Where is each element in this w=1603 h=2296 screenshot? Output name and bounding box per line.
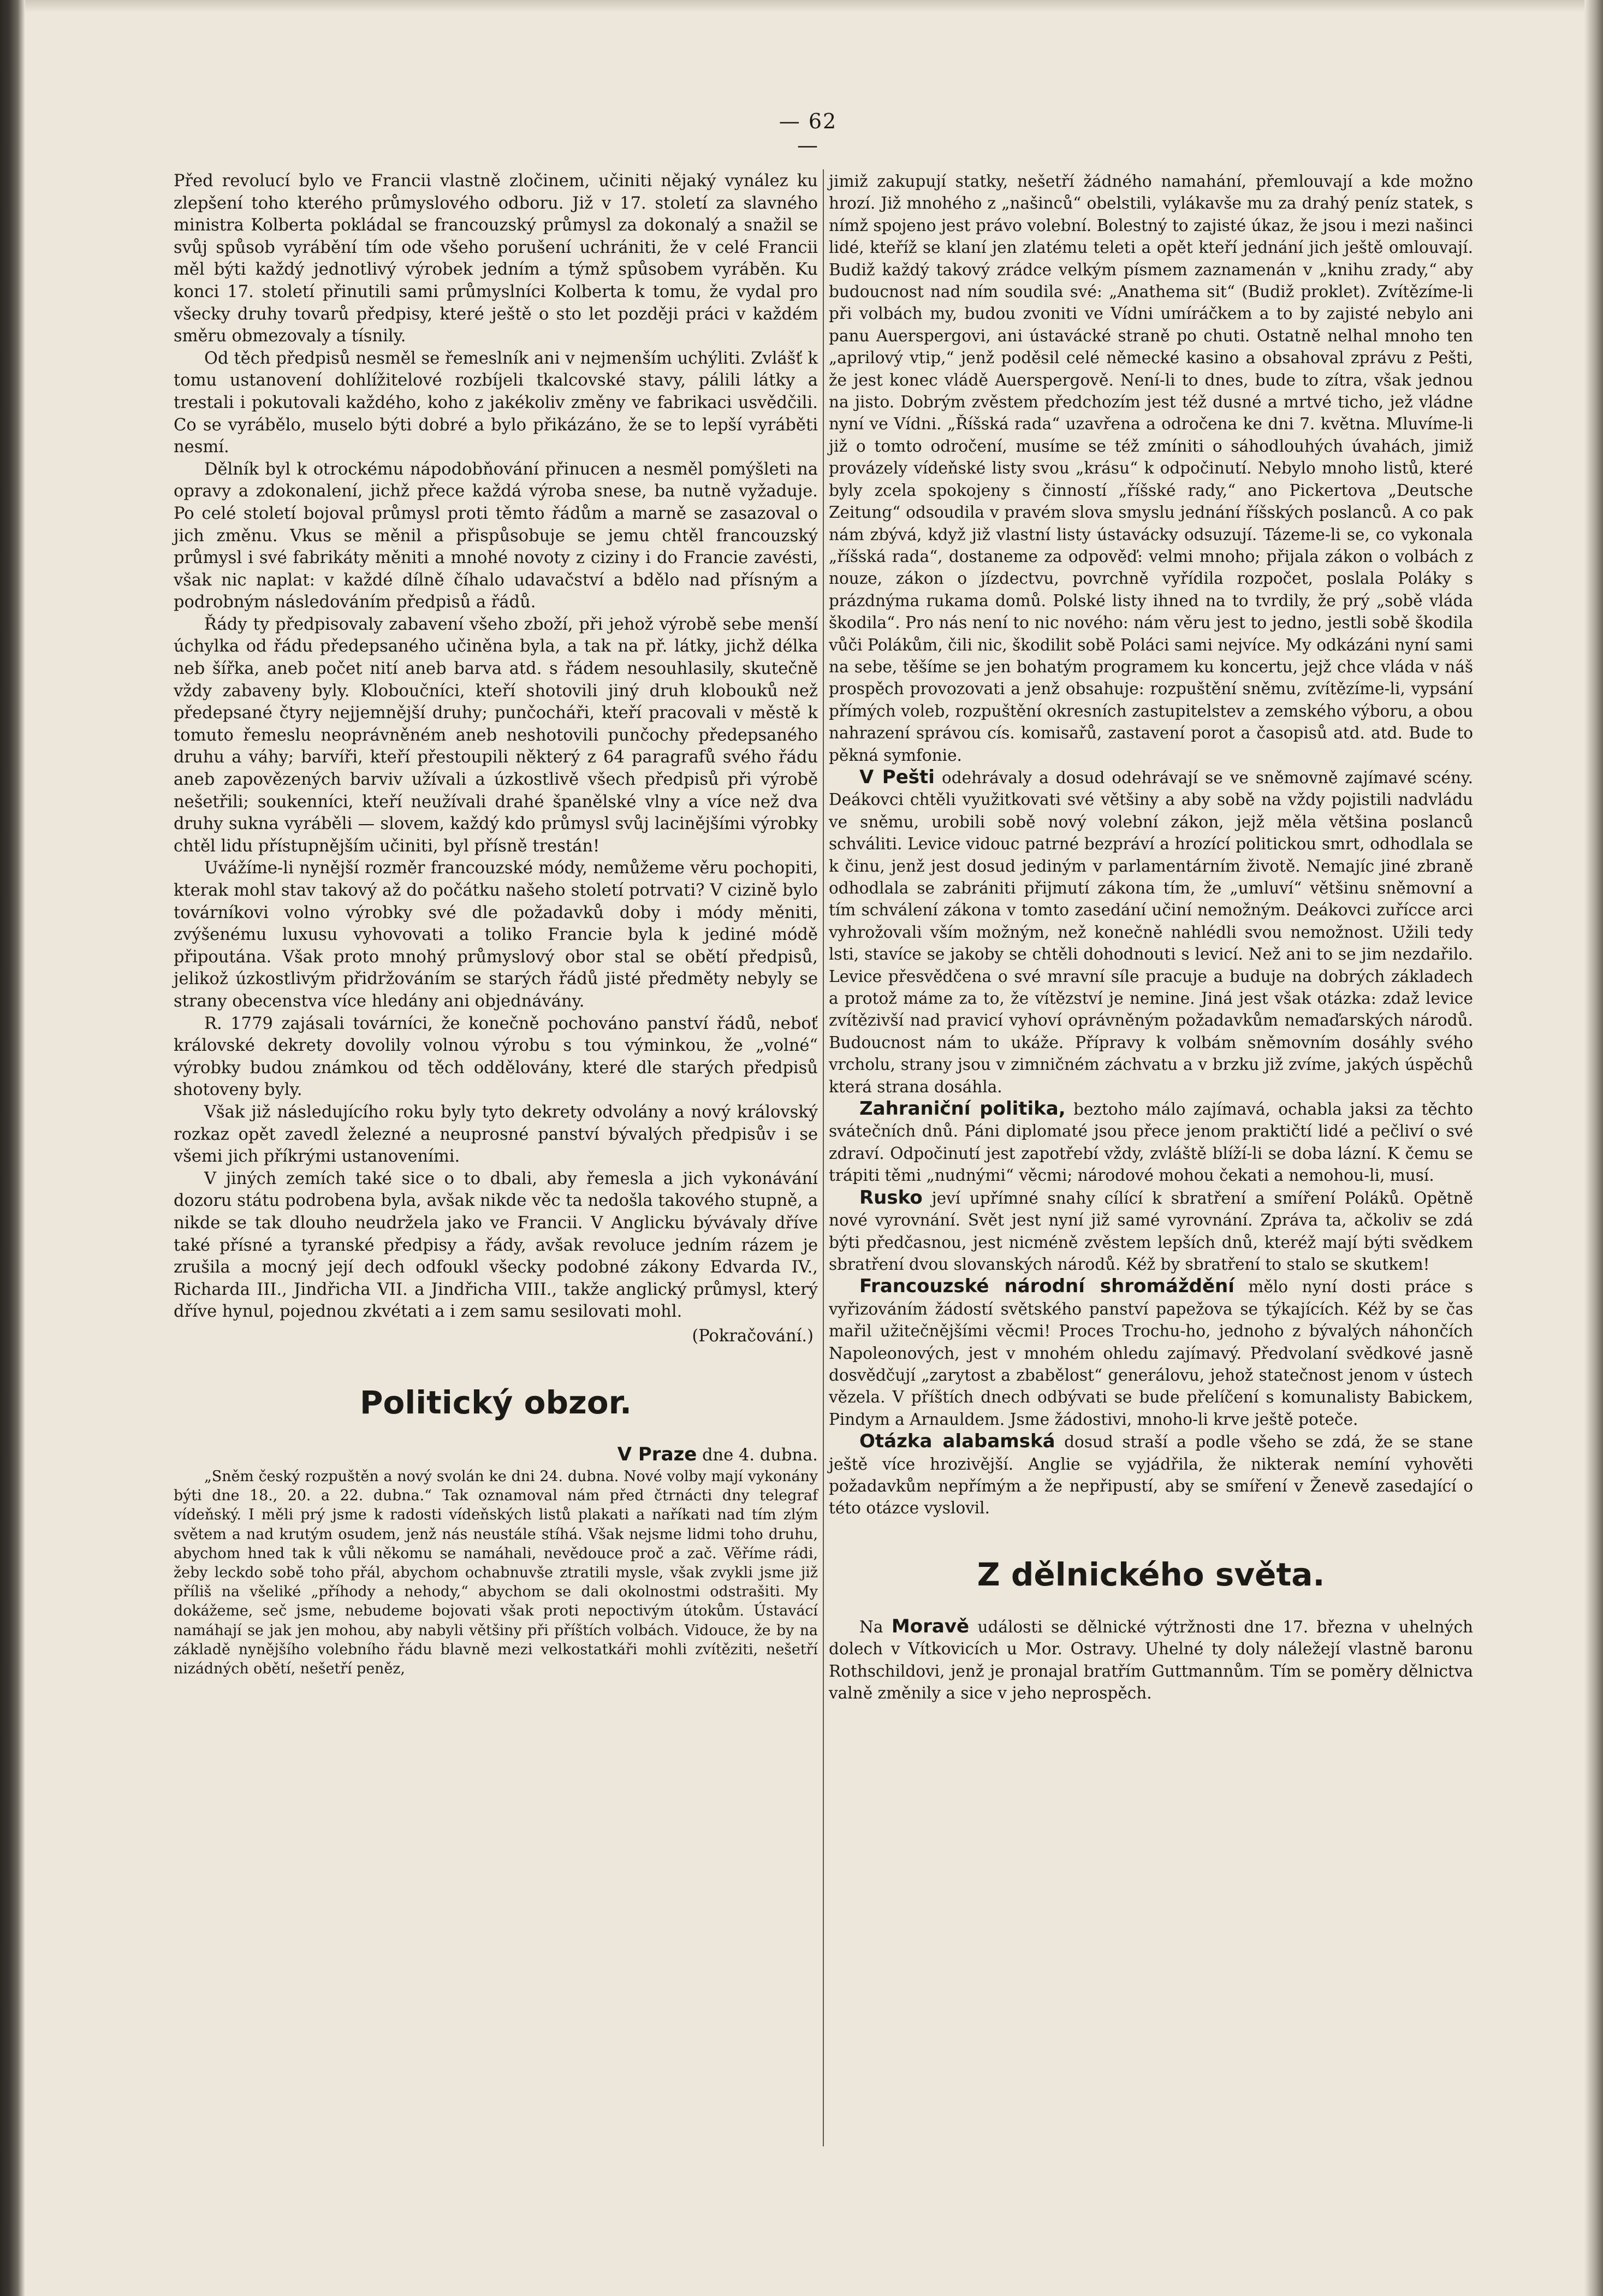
pest-text: odehrávaly a dosud odehrávají se ve sněmovně zajímavé scény. Deákovci chtěli využitkovati své většiny a aby sobě na vždy pojistili nadvládu ve sněmu, urobili sobě nový volební zákon, jejž měla většina poslanců schváliti. Levice vidouc patrné bezpráví a hrozící politickou smrt, odhodlala se k činu, jenž jest dosud jediným v parlamentárním životě. Nemajíc jiné zbraně odhodlala se zabrániti přijmutí zákona tím, že „umluví“ většinu sněmovní a tím schválení zákona v tomto zasedání učiní nemožným. Deákovci zuřícce arci vyhrožovali vším možným, než konečně nahlédli svou nemožnost. Užili tedy lsti, stavíce se jakoby se chtěli dohodnouti s levicí. Než ani to se jim nezdařilo. Levice přesvědčena o své mravní síle pracuje a buduje na dobrých základech a protož máme za to, že vítězství je nemine. Jiná jest však otázka: zdaž levice zvítězivší nad pravicí vyhoví oprávněným požadavkům nemaďarských národů. Budoucnost nám to ukáže. Přípravy k volbám sněmovním dosáhly svého vrcholu, strany jsou v zimničném záchvatu a v brzku již zvíme, jakých úspěchů která strana dosáhla. [829, 768, 1473, 1096]
alabama-text: dosud straší a podle všeho se zdá, že se stane ještě více hrozivější. Anglie se vyjádřila, že nikterak nemíní vyhověti požadavkům nepřímým a že nepřipustí, aby se smíření v Ženevě zasedající o této otázce vyslovil. [829, 1433, 1473, 1518]
scan-right-edge [1584, 0, 1603, 2296]
scan-top-edge [0, 0, 1603, 12]
continued-note: (Pokračování.) [692, 1326, 814, 1346]
prague-report: „Sněm český rozpuštěn a nový svolán ke dni 24. dubna. Nové volby mají vykonány býti dne 18., 20. a 22. dubna.“ Tak oznamoval nám před čtrnácti dny telegraf vídeňský. I měli prý jsme k radosti vídeňských listů plakati a naříkati nad tím zlým světem a nad krutým osudem, jenž nás neustále stíhá. Však nejsme lidmi toho druhu, abychom hned tak k vůli někomu se namáhali, nevědouce proč a zač. Věříme rádi, žeby leckdo sobě toho přál, abychom ochabnuvše ztratili mysle, však zvykli jsme již příliš na všeliké „příhody a nehody,“ abychom se dali okolnostmi odstrašiti. My dokážeme, seč jsme, nebudeme bojovati však proti nepoctivým útokům. Ústavácí namáhají se jak jen mohou, aby nabyli většiny při příštích volbách. Vidouce, že by na základě nynějšího volebního řádu blavně mezi velkostatkáři mohli zvítěziti, nešetří nizádných obětí, nešetří peněz, [174, 1468, 818, 1678]
french-text: mělo nyní dosti práce s vyřizováním žádostí světského panství papežova se týkajících. Kéž by se čas mařil užitečnějšími věcmi! Proces Trochu-ho, jednoho z bývalých náhončích Napoleonových, jest v mnohém ohledu zajímavý. Předvolaní svědkové jasně dosvědčují „zarytost a zbabělost“ generálovu, jehož statečnost jenom v ústech vězela. V příštích dnech odbývati se bude přelíčení s komunalisty Babickem, Pindym a Arnauldem. Jsme žádostivi, mnoho-li krve ještě poteče. [829, 1277, 1473, 1429]
pest-lead: V Pešti [859, 766, 935, 788]
moravia-lead: Moravě [891, 1615, 970, 1637]
page-number: — 62 — [779, 109, 838, 157]
article-paragraph: jimiž zakupují statky, nešetří žádného namahání, přemlouvají a kde možno hrozí. Již mnohého z „našinců“ obelstili, vylákavše mu za drahý peníz statek, s nímž spojeno jest právo volební. Bolestný to zajisté úkaz, že jsou i mezi našinci lidé, kteříž se klaní jen zlatému teleti a opět kteří jednání jich ještě omlouvají. Budiž každý takový zrádce velkým písmem zaznamenán v „knihu zrady,“ aby budoucnost nad ním soudila své: „Anathema sit“ (Budiž proklet). Zvítězíme-li při volbách my, budou zvoniti ve Vídni umíráčkem a to by zajisté nebylo ani panu Auerspergovi, ani ústavácké straně po chuti. Ostatně nelhal mnoho ten „aprilový vtip,“ jenž poděsil celé německé kasino a obsahoval zprávu z Pešti, že jest konec vládě Auerspergově. Není-li to dnes, bude to zítra, však jednou na jisto. Dobrým zvěstem předchozím jest též dusné a mrtvé ticho, jež vládne nyní ve Vídni. „Říšská rada“ uzavřena a odročena ke dni 7. května. Mluvíme-li již o tomto odročení, musíme se též zmíniti o sáhodlouhých úvahách, jimiž provázely vídeňské listy svou „krásu“ k odpočinutí. Nebylo mnoho listů, které byly zcela spokojeny s činností „říšské rady,“ ano Pickertova „Deutsche Zeitung“ odsoudila v pravém slova smyslu jednání říšských poslanců. A co pak nám zbývá, když již vlastní listy ústavácky odsuzují. Tázeme-li se, co vykonala „říšská rada“, dostaneme za odpověď: velmi mnoho; přijala zákon o volbách z nouze, zákon o jízdectvu, povrchně vyřídila rozpočet, poslala Poláky s prázdnýma rukama domů. Polské listy ihned na to tvrdily, že prý „sobě vláda škodila“. Pro nás není to nic nového: nám věru jest to jedno, jestli sobě škodila vůči Polákům, čili nic, škodilit sobě Poláci sami nejvíce. My odkázáni nyní sami na sebe, těšíme se jen bohatým programem ku koncertu, jejž chce vláda v náš prospěch provozovati a jenž obsahuje: rozpuštění sněmu, zvítězíme-li, vypsání přímých voleb, rozpuštění okresních zastupitelstev a zemského výboru, a obou nahrazení správou cís. komisařů, zastavení porot a časopisů atd. atd. Bude to pěkná symfonie. [829, 172, 1473, 765]
french-paragraph [829, 1275, 1473, 1430]
foreign-lead: Zahraniční politika, [859, 1098, 1066, 1120]
political-heading: Politický obzor. [359, 1384, 632, 1422]
dateline [174, 1443, 818, 1467]
article-paragraph: Řády ty předpisovaly zabavení všeho zboží, při jehož výrobě sebe menší úchylka od řádu předepsaného učiněna byla, a tak na př. látky, jichž délka neb šířka, aneb počet nití aneb barva atd. s řádem nesouhlasily, skutečně vždy zabaveny byly. Kloboučníci, kteří shotovili jiný druh klobouků než předepsané čtyry nejjemnější druhy; punčocháři, kteří pracovali v městě k tomuto řemeslu neoprávněném aneb neshotovili punčochy předepsaného druhu a váhy; barvíři, kteří přestoupili některý z 64 paragrafů svého řádu aneb zapovězených barviv užívali a úzkostlivě všech předpisů při výrobě nešetřili; soukenníci, kteří neužívali drahé španělské vlny a více než dva druhy sukna vyráběli — slovem, každý kdo průmysl svůj lacinějšími výrobky chtěl lidu přístupnějším učiniti, byl přísně trestán! [174, 614, 818, 856]
article-paragraph: Uvážíme-li nynější rozměr francouzské módy, nemůžeme věru pochopiti, kterak mohl stav takový až do počátku našeho století potrvati? V cizině bylo továrníkovi volno výrobky své dle požadavků doby i módy měniti, zvýšenému luxusu vyhovovati a toliko Francie byla k jediné módě připoutána. Však proto mnohý průmyslový obor stal se obětí předpisů, jelikož úzkostlivým přidržováním se starých řádů jisté předměty nebyly se strany obecenstva více hledány ani objednávány. [174, 859, 818, 1011]
workers-heading: Z dělnického světa. [977, 1555, 1325, 1593]
russia-paragraph [829, 1187, 1473, 1276]
dateline-date: dne 4. dubna. [702, 1446, 818, 1465]
right-column [829, 170, 1473, 1704]
left-column [174, 170, 818, 1678]
foreign-text: beztoho málo zajímavá, ochabla jaksi za těchto svátečních dnů. Páni diplomaté jsou přece jenom praktičtí lidé a pečliví o své zdraví. Odpočinutí jest zapotřebí vždy, zvláště blíží-li se doba lázní. K čemu se trápiti těmi „nudnými“ věcmi; národové mohou čekati a nemohou-li, musí. [829, 1100, 1473, 1185]
alabama-paragraph [829, 1430, 1473, 1519]
article-paragraph: R. 1779 zajásali továrníci, že konečně pochováno panství řádů, neboť královské dekrety dovolily volnou výrobu s tou výminkou, že „volné“ výrobky budou známkou od těch oddělovány, které dle starých předpisů shotoveny byly. [174, 1014, 818, 1100]
moravia-prefix: Na [859, 1617, 883, 1636]
russia-text: jeví upřímné snahy cílící k sbratření a smíření Poláků. Opětně nové vyrovnání. Svět jest nyní již samé vyrovnání. Zpráva ta, ačkoliv se zdá býti předčasnou, jest nicméně zvěstem lepších dnů, kteréž mají býti svědkem sbratření dvou slovanských národů. Kéž by sbratření to stalo se skutkem! [829, 1188, 1473, 1274]
french-lead: Francouzské národní shromáždění [859, 1275, 1234, 1298]
article-paragraph: Dělník byl k otrockému nápodobňování přinucen a nesměl pomýšleti na opravy a zdokonalení, jichž přece každá výroba snese, ba nutně vyžaduje. Po celé století bojoval průmysl proti těmto řádům a marně se zasazoval o jich změnu. Vkus se měnil a přispůsobuje se jemu chtěl francouzský průmysl i své fabrikáty měniti a mnohé novoty z ciziny i do Francie zavésti, však nic naplat: v každé dílně číhalo udavačství a bdělo nad přísným a podrobným následováním předpisů a řádů. [174, 459, 818, 612]
article-paragraph: Však již následujícího roku byly tyto dekrety odvolány a nový královský rozkaz opět zavedl železné a neuprosné panství bývalých předpisův i se všemi jich příkrými ustanoveními. [174, 1102, 818, 1167]
article-paragraph: Od těch předpisů nesměl se řemeslník ani v nejmenším uchýliti. Zvlášť k tomu ustanovení dohlížitelové rozbíjeli tkalcovské stavy, pálili látky a trestali i pokutovali každého, koho z jakékoliv změny ve fabrikaci usvědčili. Co se vyrábělo, muselo býti dobré a bylo přikázáno, že se to lepší vyráběti nesmí. [174, 348, 818, 457]
pest-paragraph [829, 766, 1473, 1098]
alabama-lead: Otázka alabamská [859, 1430, 1055, 1453]
scan-left-edge [0, 0, 25, 2296]
article-paragraph: Před revolucí bylo ve Francii vlastně zločinem, učiniti nějaký vynález ku zlepšení toho kterého průmyslového odboru. Již v 17. století za slavného ministra Kolberta pokládal se francouzský průmysl za dokonalý a snažil se svůj spůsob vyrábění tím ode všeho porušení uchrániti, že v celé Francii měl býti každý jednotlivý výrobek jedním a týmž spůsobem vyráběn. Ku konci 17. století přinutili sami průmyslníci Kolberta k tomu, že vydal pro všecky druhy tovarů předpisy, které ještě o sto let později práci v každém směru obmezovaly a tísnily. [174, 171, 818, 346]
moravia-text: události se dělnické výtržnosti dne 17. března v uhelných dolech v Vítkovicích u Mor. Ostravy. Uhelné ty doly náležejí vlastně baronu Rothschildovi, jenž je pronajal bratřím Guttmannům. Tím se poměry dělnictva valně změnily a sice v jeho neprospěch. [829, 1617, 1473, 1702]
article-paragraph: V jiných zemích také sice o to dbali, aby řemesla a jich vykonávání dozoru státu podrobena byla, avšak nikde věc ta nedošla takového stupně, a nikde se tak dlouho neudržela jako ve Francii. V Anglicku bývávaly dříve také přísné a tyranské předpisy a řády, avšak revoluce jedním rázem je zrušila a mocný její dech odfoukl všecky podobné zákony Edvarda IV., Richarda III., Jindřicha VII. a Jindřicha VIII., takže anglický průmysl, který dříve hynul, pojednou zkvétati a i zem samu sesilovati mohl. [174, 1169, 818, 1322]
foreign-paragraph [829, 1098, 1473, 1187]
dateline-place: V Praze [617, 1443, 697, 1466]
moravia-paragraph [829, 1616, 1473, 1705]
column-rule [823, 169, 824, 2146]
russia-lead: Rusko [859, 1186, 923, 1209]
